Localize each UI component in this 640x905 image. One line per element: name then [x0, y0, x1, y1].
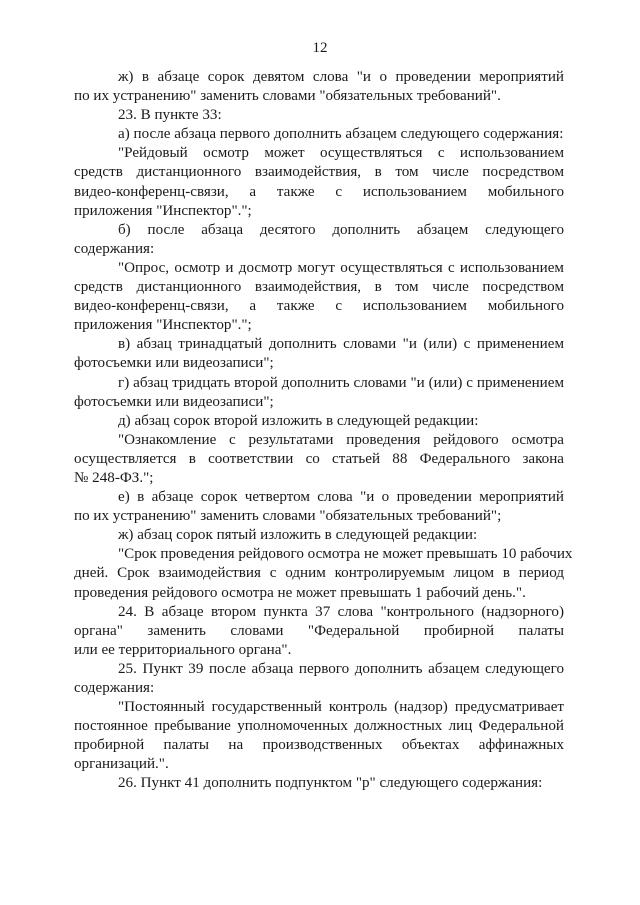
- text-line: г) абзац тридцать второй дополнить словами "и (или) с применением: [118, 374, 564, 391]
- text-line: органа" заменить словами "Федеральной пробирной палаты: [74, 622, 564, 639]
- text-line: ж) в абзаце сорок девятом слова "и о проведении мероприятий: [118, 69, 564, 85]
- page-number: 12: [312, 40, 328, 56]
- text-line: "Рейдовый осмотр может осуществляться с использованием: [118, 145, 564, 162]
- text-line: фотосъемки или видеозаписи";: [74, 355, 274, 372]
- text-line: ж) абзац сорок пятый изложить в следующей редакции:: [118, 527, 478, 544]
- text-line: осуществляется в соответствии со статьей 88 Федерального закона: [74, 450, 564, 467]
- text-line: видео-конференц-связи, а также с использованием мобильного: [74, 183, 564, 200]
- text-line: б) после абзаца десятого дополнить абзацем следующего: [118, 221, 564, 238]
- text-line: по их устранению" заменить словами "обязательных требований".: [74, 88, 501, 105]
- text-line: 24. В абзаце втором пункта 37 слова "контрольного (надзорного): [118, 603, 564, 620]
- text-line: д) абзац сорок второй изложить в следующей редакции:: [118, 412, 479, 429]
- text-line: "Ознакомление с результатами проведения рейдового осмотра: [118, 431, 564, 448]
- text-line: содержания:: [74, 680, 155, 696]
- text-line: 25. Пункт 39 после абзаца первого дополнить абзацем следующего: [118, 660, 564, 677]
- text-line: дней. Срок взаимодействия с одним контролируемым лицом в период: [74, 565, 564, 582]
- text-line: или ее территориального органа".: [74, 641, 292, 658]
- text-line: 26. Пункт 41 дополнить подпунктом "р" следующего содержания:: [118, 775, 543, 792]
- text-line: постоянное пребывание уполномоченных должностных лиц Федеральной: [74, 718, 564, 735]
- text-line: видео-конференц-связи, а также с использованием мобильного: [74, 298, 564, 315]
- text-line: "Срок проведения рейдового осмотра не может превышать 10 рабочих: [118, 546, 573, 563]
- text-line: е) в абзаце сорок четвертом слова "и о проведении мероприятий: [118, 489, 564, 506]
- text-line: "Постоянный государственный контроль (надзор) предусматривает: [118, 699, 564, 716]
- text-line: проведения рейдового осмотра не может превышать 1 рабочий день.".: [74, 584, 526, 601]
- text-line: в) абзац тринадцатый дополнить словами "и (или) с применением: [118, 336, 564, 353]
- text-line: приложения "Инспектор".";: [74, 317, 252, 334]
- text-line: пробирной палаты на производственных объектах аффинажных: [74, 737, 564, 754]
- text-line: 23. В пункте 33:: [118, 107, 222, 124]
- text-line: организаций.".: [74, 756, 169, 773]
- document-body: [74, 68, 573, 794]
- text-line: по их устранению" заменить словами "обязательных требований";: [74, 508, 502, 525]
- text-line: а) после абзаца первого дополнить абзацем следующего содержания:: [118, 126, 564, 143]
- text-line: содержания:: [74, 240, 155, 257]
- text-line: средств дистанционного взаимодействия, в том числе посредством: [74, 164, 564, 181]
- text-line: фотосъемки или видеозаписи";: [74, 393, 274, 410]
- text-line: "Опрос, осмотр и досмотр могут осуществляться с использованием: [118, 259, 564, 276]
- text-line: № 248-ФЗ.";: [74, 469, 154, 486]
- text-line: средств дистанционного взаимодействия, в том числе посредством: [74, 279, 564, 296]
- text-line: приложения "Инспектор".";: [74, 202, 252, 219]
